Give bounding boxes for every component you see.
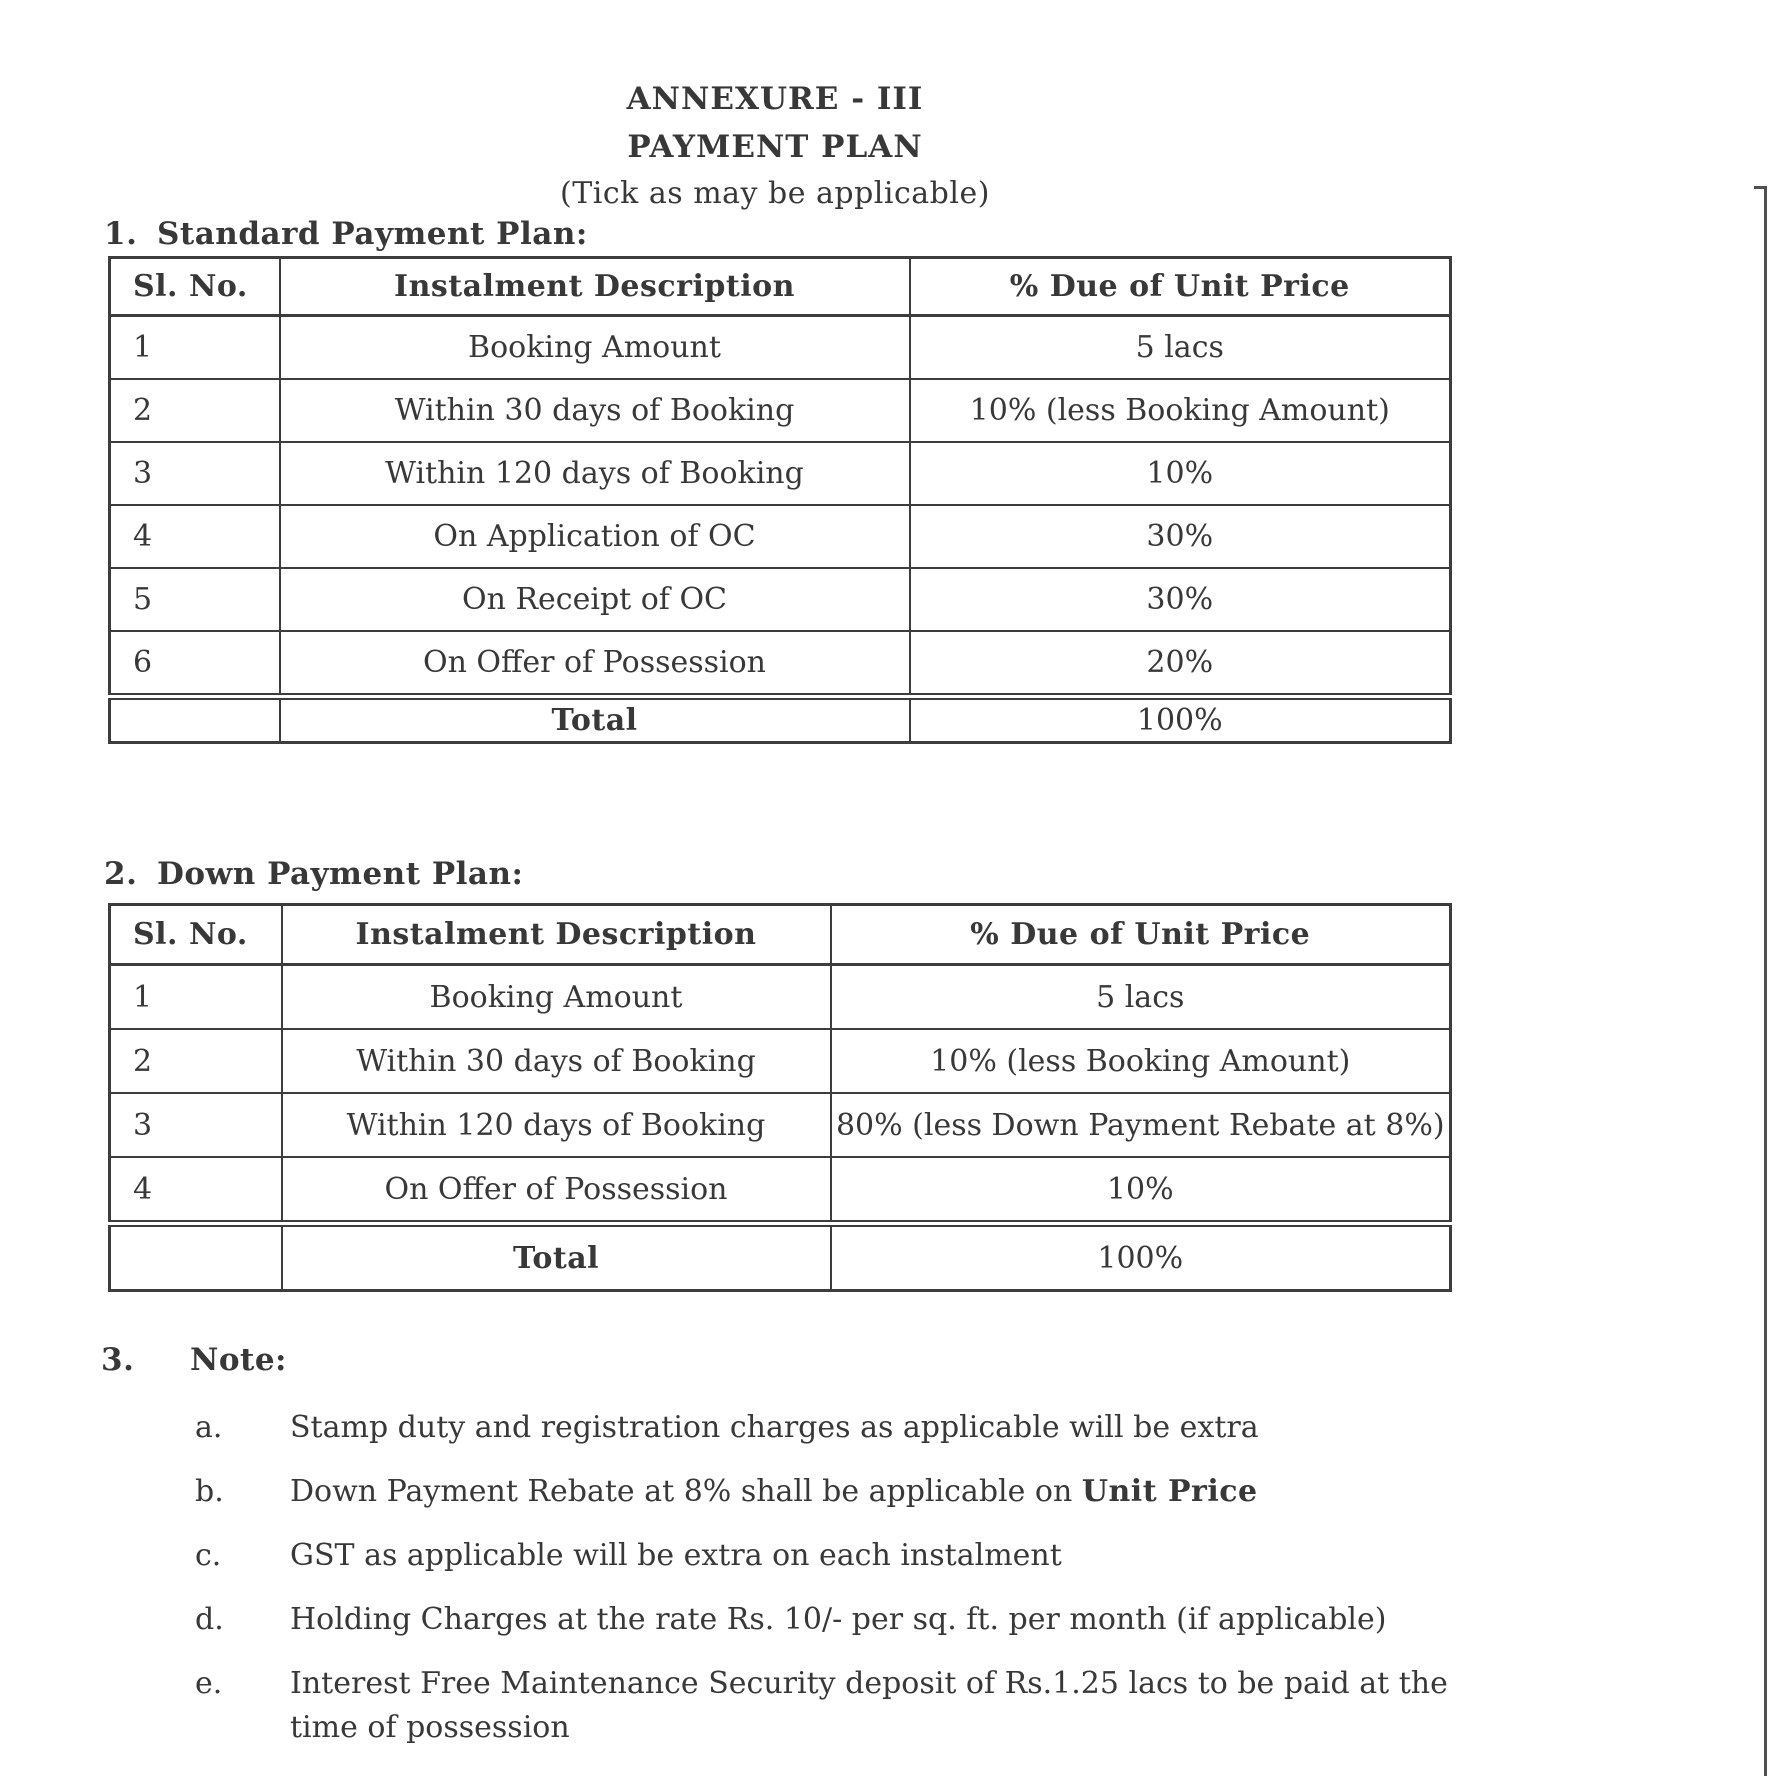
note-letter: d. bbox=[195, 1602, 224, 1637]
cell-description: Within 120 days of Booking bbox=[282, 1093, 831, 1157]
note-text bbox=[290, 1470, 1485, 1514]
col-header-sl-no: Sl. No. bbox=[110, 258, 280, 316]
down-plan-heading-text: Down Payment Plan: bbox=[157, 856, 524, 892]
cell-sl: 3 bbox=[110, 1093, 282, 1157]
standard-plan-number: 1. bbox=[104, 216, 138, 252]
standard-plan-heading bbox=[104, 216, 588, 252]
cell-description: Within 120 days of Booking bbox=[280, 442, 910, 505]
table-row bbox=[110, 1093, 1451, 1157]
cell-due: 20% bbox=[910, 631, 1451, 697]
note-letter: e. bbox=[195, 1666, 223, 1701]
cell-due: 30% bbox=[910, 568, 1451, 631]
note-letter: b. bbox=[195, 1474, 224, 1509]
cell-due: 5 lacs bbox=[910, 316, 1451, 380]
note-item-e bbox=[195, 1662, 1485, 1750]
cell-sl: 2 bbox=[110, 379, 280, 442]
note-item-c bbox=[195, 1534, 1485, 1578]
note-text-main: GST as applicable will be extra on each instalment bbox=[290, 1538, 1062, 1573]
note-letter: a. bbox=[195, 1410, 223, 1445]
cell-description: Within 30 days of Booking bbox=[282, 1029, 831, 1093]
cell-due: 10% bbox=[910, 442, 1451, 505]
note-text-main: Down Payment Rebate at 8% shall be applicable on bbox=[290, 1474, 1082, 1509]
note-text bbox=[290, 1598, 1485, 1642]
note-item-b bbox=[195, 1470, 1485, 1514]
table-header-row bbox=[110, 905, 1451, 965]
total-label: Total bbox=[280, 697, 910, 743]
table-header-row bbox=[110, 258, 1451, 316]
down-payment-plan-table bbox=[108, 903, 1452, 1292]
note-item-a bbox=[195, 1406, 1485, 1450]
cell-sl: 1 bbox=[110, 965, 282, 1030]
cell-due: 10% (less Booking Amount) bbox=[831, 1029, 1451, 1093]
cell-description: On Offer of Possession bbox=[282, 1157, 831, 1224]
total-value: 100% bbox=[831, 1224, 1451, 1291]
col-header-due-of-unit-price: % Due of Unit Price bbox=[831, 905, 1451, 965]
cell-due: 10% (less Booking Amount) bbox=[910, 379, 1451, 442]
table-total-row bbox=[110, 697, 1451, 743]
cell-due: 80% (less Down Payment Rebate at 8%) bbox=[831, 1093, 1451, 1157]
cell-description: Within 30 days of Booking bbox=[280, 379, 910, 442]
cell-description: On Offer of Possession bbox=[280, 631, 910, 697]
standard-payment-plan-table bbox=[108, 256, 1452, 744]
cell-sl: 6 bbox=[110, 631, 280, 697]
cell-sl: 4 bbox=[110, 1157, 282, 1224]
total-label: Total bbox=[282, 1224, 831, 1291]
cell-due: 10% bbox=[831, 1157, 1451, 1224]
table-row bbox=[110, 505, 1451, 568]
note-heading-text: Note: bbox=[190, 1342, 287, 1378]
table-row bbox=[110, 1029, 1451, 1093]
note-text bbox=[290, 1406, 1485, 1450]
notes-list bbox=[195, 1406, 1485, 1770]
col-header-due-of-unit-price: % Due of Unit Price bbox=[910, 258, 1451, 316]
cell-sl: 3 bbox=[110, 442, 280, 505]
col-header-instalment-description: Instalment Description bbox=[280, 258, 910, 316]
note-number: 3. bbox=[101, 1342, 135, 1378]
col-header-sl-no: Sl. No. bbox=[110, 905, 282, 965]
cell-sl-empty bbox=[110, 1224, 282, 1291]
annexure-title: ANNEXURE - III bbox=[626, 81, 924, 117]
cell-description: Booking Amount bbox=[282, 965, 831, 1030]
note-text-bold: Unit Price bbox=[1081, 1474, 1258, 1509]
tick-instruction: (Tick as may be applicable) bbox=[560, 176, 990, 211]
table-row bbox=[110, 631, 1451, 697]
table-row bbox=[110, 316, 1451, 380]
cell-sl: 2 bbox=[110, 1029, 282, 1093]
payment-plan-title: PAYMENT PLAN bbox=[627, 129, 923, 165]
total-value: 100% bbox=[910, 697, 1451, 743]
note-letter: c. bbox=[195, 1538, 222, 1573]
table-row bbox=[110, 442, 1451, 505]
standard-plan-heading-text: Standard Payment Plan: bbox=[157, 216, 588, 252]
note-text-main: Stamp duty and registration charges as applicable will be extra bbox=[290, 1410, 1259, 1445]
table-row bbox=[110, 379, 1451, 442]
cell-sl: 4 bbox=[110, 505, 280, 568]
cell-sl: 1 bbox=[110, 316, 280, 380]
down-plan-heading bbox=[104, 856, 523, 892]
note-text bbox=[290, 1662, 1485, 1750]
cell-description: On Application of OC bbox=[280, 505, 910, 568]
page-edge-vertical-line bbox=[1764, 186, 1767, 1776]
table-row bbox=[110, 965, 1451, 1030]
note-item-d bbox=[195, 1598, 1485, 1642]
note-text-main: Holding Charges at the rate Rs. 10/- per sq. ft. per month (if applicable) bbox=[290, 1602, 1387, 1637]
cell-due: 30% bbox=[910, 505, 1451, 568]
cell-due: 5 lacs bbox=[831, 965, 1451, 1030]
document-header bbox=[0, 0, 1550, 212]
col-header-instalment-description: Instalment Description bbox=[282, 905, 831, 965]
note-text bbox=[290, 1534, 1485, 1578]
table-total-row bbox=[110, 1224, 1451, 1291]
cell-description: Booking Amount bbox=[280, 316, 910, 380]
note-text-main: Interest Free Maintenance Security deposit of Rs.1.25 lacs to be paid at the time of possession bbox=[290, 1666, 1448, 1745]
cell-description: On Receipt of OC bbox=[280, 568, 910, 631]
cell-sl-empty bbox=[110, 697, 280, 743]
table-row bbox=[110, 568, 1451, 631]
cell-sl: 5 bbox=[110, 568, 280, 631]
note-heading bbox=[101, 1342, 287, 1378]
table-row bbox=[110, 1157, 1451, 1224]
down-plan-number: 2. bbox=[104, 856, 138, 892]
